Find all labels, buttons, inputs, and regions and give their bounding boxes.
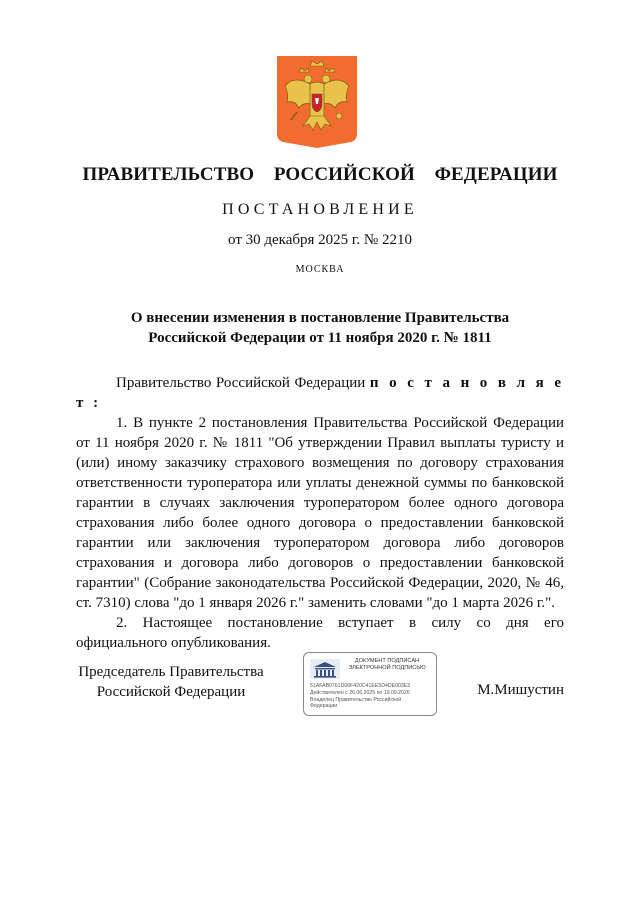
subject-line-1: О внесении изменения в постановление Правительства	[130, 310, 510, 326]
clause-2: 2. Настоящее постановление вступает в силу со дня его официального опубликования.	[76, 615, 564, 651]
document-type: ПОСТАНОВЛЕНИЕ	[222, 201, 418, 218]
esign-heading-line-1: ДОКУМЕНТ ПОДПИСАН	[354, 658, 420, 664]
preamble-text: Правительство Российской Федерации	[116, 375, 370, 391]
signer-position-line-2: Российской Федерации	[96, 684, 246, 700]
signer-position-line-1: Председатель Правительства	[78, 664, 264, 680]
subject-line-2: Российской Федерации от 11 ноября 2020 г. № 1811	[148, 330, 492, 346]
clause-1: 1. В пункте 2 постановления Правительства Российской Федерации от 11 ноября 2020 г. № 1811 "Об утверждении Правил выплаты туристу и (или) иному заказчику страхового возмещения по договору страхования ответственности туроператора или уплаты денежной суммы по банковской гарантии в случаях заключения туроператором более одного договора страхования либо более одного договора о предоставлении банковской гарантии или заключения туроператором договора либо договоров страхования и договора либо договоров о предоставлении банковской гарантии" (Собрание законодательства Российской Федерации, 2020, № 46, ст. 7310) слова "до 1 января 2026 г." заменить словами "до 1 марта 2026 г.".	[76, 415, 564, 611]
russian-coat-of-arms-icon	[277, 56, 357, 148]
signer-position	[76, 662, 266, 702]
preamble-decrees: п о с т а н о в л я е т :	[76, 375, 564, 411]
government-title: ПРАВИТЕЛЬСТВО РОССИЙСКОЙ ФЕДЕРАЦИИ	[82, 164, 558, 185]
document-body	[76, 373, 564, 653]
esign-owner-line-1: Владелец Правительство Российской	[310, 697, 402, 703]
esign-certificate: 51AFAB0761D06F420C41EE5D4DE003E3	[310, 683, 411, 689]
esign-heading	[340, 658, 434, 672]
document-subject	[0, 308, 640, 348]
signer-name: М.Мишустин	[477, 682, 564, 698]
esign-validity: Действителен с 26.06.2025 по 19.09.2026	[310, 690, 410, 696]
esign-owner-line-2: Федерации	[310, 703, 338, 709]
esign-heading-line-2: ЭЛЕКТРОННОЙ ПОДПИСЬЮ	[348, 665, 426, 671]
city-name: МОСКВА	[295, 264, 345, 275]
electronic-signature-stamp	[303, 652, 437, 716]
government-building-icon	[310, 659, 340, 679]
preamble	[76, 373, 564, 413]
document-date-number: от 30 декабря 2025 г. № 2210	[228, 232, 412, 248]
